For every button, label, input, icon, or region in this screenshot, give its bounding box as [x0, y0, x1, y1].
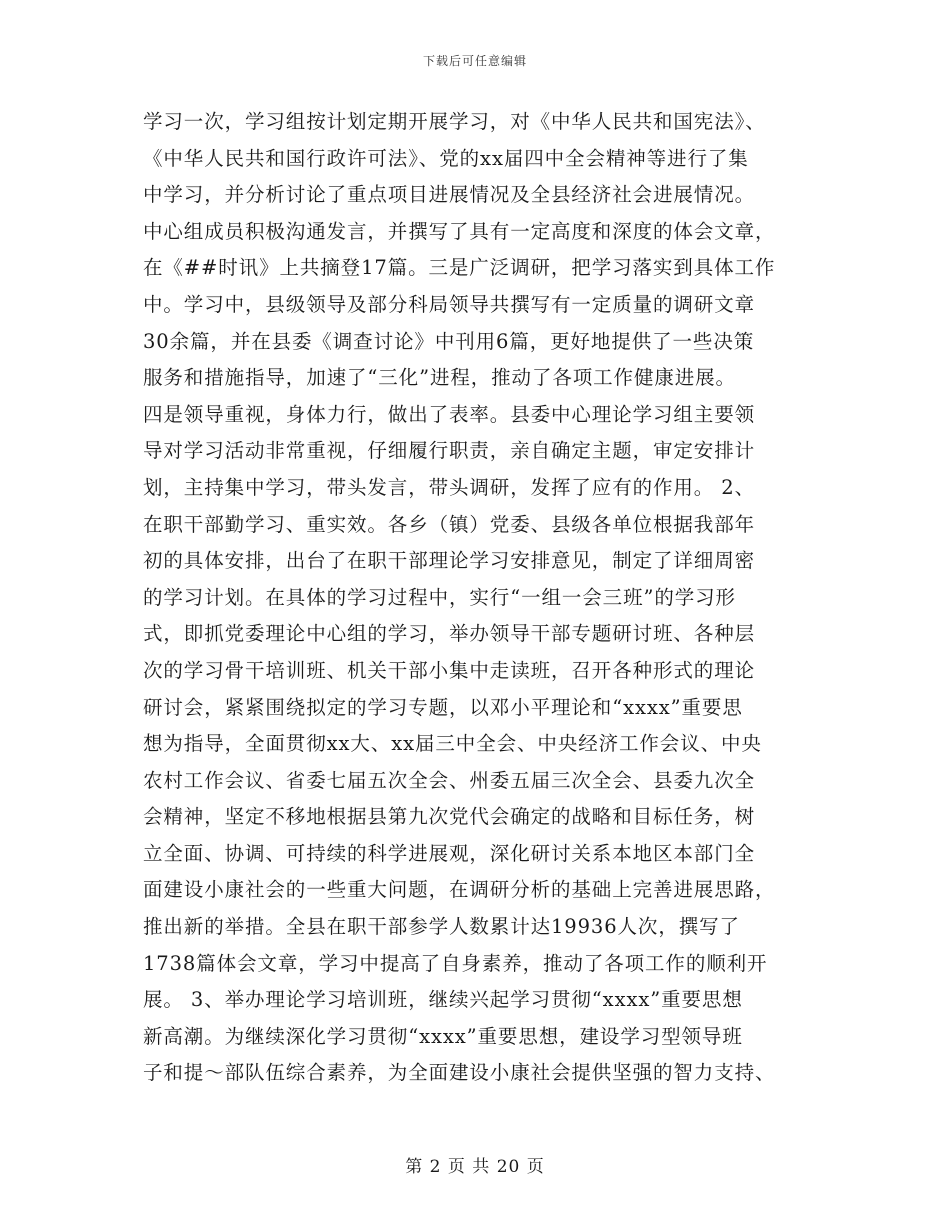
body-line-1: 学习一次，学习组按计划定期开展学习，对《中华人民共和国宪法》、 — [143, 110, 766, 133]
body-line-12: 在职干部勤学习、重实效。各乡（镇）党委、县级各单位根据我部年 — [143, 512, 756, 536]
body-line-14: 的学习计划。在具体的学习过程中，实行“一组一会三班”的学习形 — [143, 585, 736, 609]
page-number-footer: 第 2 页 共 20 页 — [405, 1157, 545, 1177]
body-line-20: 会精神，坚定不移地根据县第九次党代会确定的战略和目标任务，树 — [143, 805, 756, 829]
body-line-17: 研讨会，紧紧围绕拟定的学习专题，以邓小平理论和“xxxx”重要思 — [143, 695, 743, 719]
body-line-5: 在《##时讯》上共摘登17篇。三是广泛调研，把学习落实到具体工作 — [143, 256, 776, 280]
body-line-15: 式，即抓党委理论中心组的学习，举办领导干部专题研讨班、各种层 — [143, 622, 756, 646]
body-line-8: 服务和措施指导，加速了“三化”进程，推动了各项工作健康进展。 — [143, 366, 736, 390]
body-line-24: 1738篇体会文章，学习中提高了自身素养，推动了各项工作的顺利开 — [143, 951, 768, 975]
body-line-4: 中心组成员积极沟通发言，并撰写了具有一定高度和深度的体会文章， — [143, 219, 776, 243]
body-line-2: 《中华人民共和国行政许可法》、党的xx届四中全会精神等进行了集 — [143, 146, 749, 170]
body-line-6: 中。学习中，县级领导及部分科局领导共撰写有一定质量的调研文章 — [143, 292, 756, 316]
body-line-16: 次的学习骨干培训班、机关干部小集中走读班，召开各种形式的理论 — [143, 658, 756, 682]
body-line-22: 面建设小康社会的一些重大问题，在调研分析的基础上完善进展思路， — [143, 878, 776, 902]
body-line-7: 30余篇，并在县委《调查讨论》中刊用6篇，更好地提供了一些决策 — [143, 329, 755, 353]
body-line-11: 划，主持集中学习，带头发言，带头调研，发挥了应有的作用。 2、 — [143, 475, 756, 499]
body-line-10: 导对学习活动非常重视，仔细履行职责，亲自确定主题，审定安排计 — [143, 439, 756, 463]
body-line-13: 初的具体安排，出台了在职干部理论学习安排意见，制定了详细周密 — [143, 549, 756, 573]
body-line-27: 子和提～部队伍综合素养，为全面建设小康社会提供坚强的智力支持、 — [143, 1061, 776, 1085]
document-body — [143, 104, 808, 1092]
body-line-19: 农村工作会议、省委七届五次全会、州委五届三次全会、县委九次全 — [143, 768, 756, 792]
body-line-21: 立全面、协调、可持续的科学进展观，深化研讨关系本地区本部门全 — [143, 841, 756, 865]
page-header: 下载后可任意编辑 — [422, 54, 527, 68]
body-line-25: 展。 3、举办理论学习培训班，继续兴起学习贯彻“xxxx”重要思想 — [143, 988, 743, 1012]
body-line-23: 推出新的举措。全县在职干部参学人数累计达19936人次，撰写了 — [143, 915, 740, 939]
body-line-26: 新高潮。为继续深化学习贯彻“xxxx”重要思想，建设学习型领导班 — [143, 1024, 743, 1048]
body-line-9: 四是领导重视，身体力行，做出了表率。县委中心理论学习组主要领 — [143, 402, 756, 426]
body-line-18: 想为指导，全面贯彻xx大、xx届三中全会、中央经济工作会议、中央 — [143, 732, 762, 756]
body-line-3: 中学习，并分析讨论了重点项目进展情况及全县经济社会进展情况。 — [143, 183, 756, 207]
